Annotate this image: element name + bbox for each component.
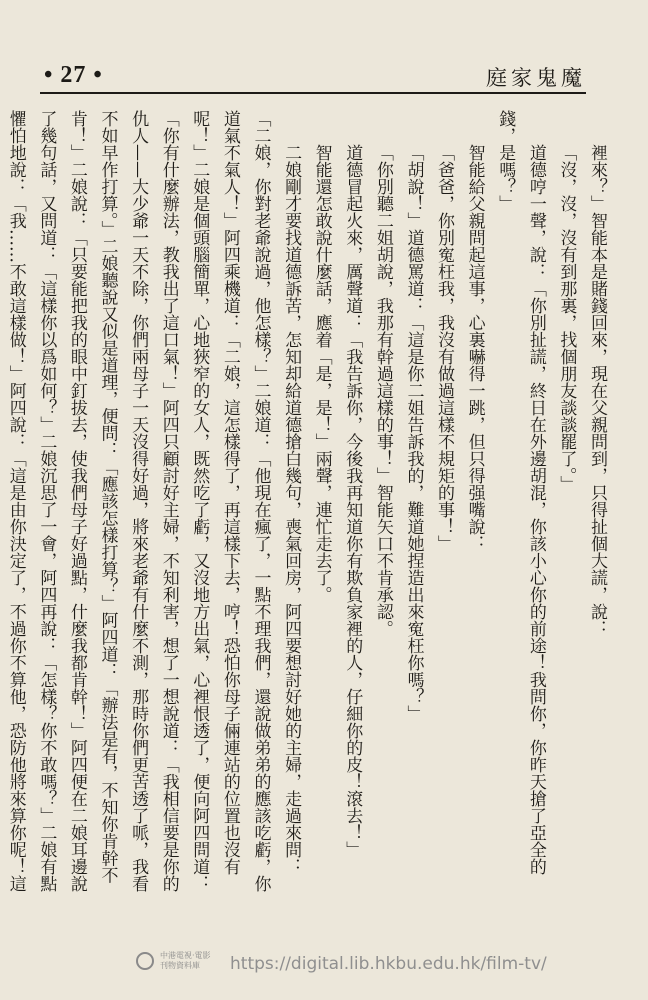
body-text xyxy=(5,110,612,894)
paragraph: 「爸爸，你別寃枉我，我沒有做過這樣不規矩的事！」 xyxy=(434,144,455,552)
header-rule xyxy=(40,92,586,94)
running-title: 庭家鬼魔 xyxy=(486,66,586,90)
archive-name-line1: 中港電視·電影 xyxy=(160,951,211,960)
archive-logo-icon xyxy=(136,952,154,970)
paragraph: 「胡說！」道德罵道：「這是你二姐告訴我的，難道她捏造出來寃枉你嗎？」 xyxy=(403,144,424,722)
paragraph: 「你別聽二姐胡說，我那有幹過這樣的事！」智能矢口不肯承認。 xyxy=(372,144,393,637)
archive-name-line2: 刊物資料庫 xyxy=(160,961,200,970)
paragraph: 智能還怎敢說什麼話，應着「是，是！」兩聲，連忙走去了。 xyxy=(311,144,332,603)
paragraph: 二娘剛才要找道德訴苦，怎知却給道德搶白幾句，喪氣回房，阿四要想討好她的主婦，走過來問：「二娘，你對老爺說過，他怎樣？」二娘道：「他現在瘋了，一點不理我們，還說做弟弟的應該吃虧，你道氣不氣人！」阿四乘機道：「二娘，這怎樣得了，再這樣下去，哼！恐怕你母子倆連站的位置也沒有呢！」二娘是個頭腦簡單，心地狹窄的女人，既然吃了虧，又沒地方出氣，心裡恨透了，便向阿四問道：「你有什麼辦法，教我出了這口氣！」阿四只顧討好主婦，不知利害，想了一想說道：「我相信要是你的仇人——大少爺一天不除，你們兩母子一天沒得好過，將來老爺有什麼不測，那時你們更苦透了哌，我看不如早作打算。」二娘聽說又似是道理，便問：「應該怎樣打算？」阿四道：「辦法是有，不知你肯幹不肯！」二娘說：「只要能把我的眼中釘拔去，使我們母子好過點，什麼我都肯幹！」阿四便在二娘耳邊說了幾句話，又問道：「這樣你以爲如何？」二娘沉思了一會，阿四再說：「怎樣？你不敢嗎？」二娘有點懼怕地說：「我……不敢這樣做！」阿四說：「這是由你決定了，不過你不算他，恐防他將來算你呢！這 xyxy=(5,110,302,892)
archive-name xyxy=(160,951,230,971)
paragraph: 道德哼一聲，說：「你別扯謊，終日在外邊胡混，你該小心你的前途！我問你，你昨天搶了亞全的錢，是嗎？」 xyxy=(495,110,546,875)
page-number: • 27 • xyxy=(44,62,103,88)
archive-url: https://digital.lib.hkbu.edu.hk/film-tv/ xyxy=(230,954,547,974)
paragraph: 智能給父親問起這事，心裏嚇得一跳，但只得强嘴說： xyxy=(464,144,485,552)
paragraph: 道德冒起火來，厲聲道：「我告訴你，今後我再知道你有欺負家裡的人，仔細你的皮！滾去！」 xyxy=(342,144,363,858)
paragraph: 裡來？」智能本是賭錢回來，現在父親問到，只得扯個大謊，說： xyxy=(587,144,607,637)
paragraph: 「沒，沒，沒有到那裏，找個朋友談談罷了。」 xyxy=(556,144,577,493)
